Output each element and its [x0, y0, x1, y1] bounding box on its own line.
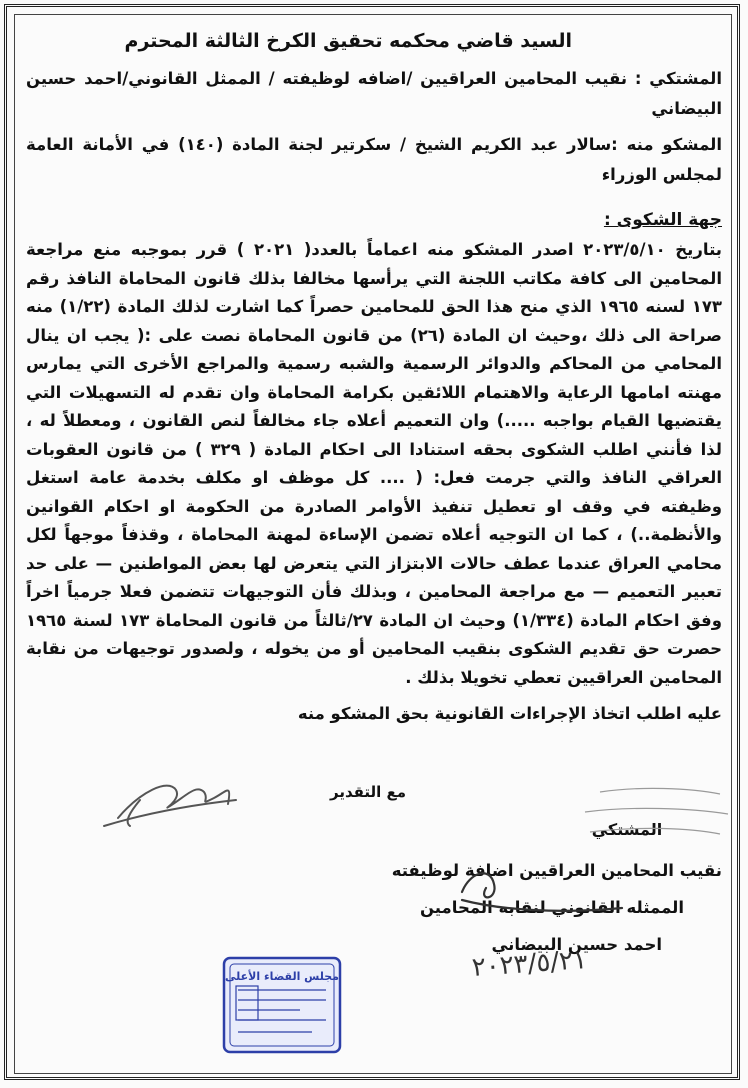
- section-heading: جهة الشكوى :: [603, 210, 722, 230]
- official-note: [585, 788, 728, 834]
- complainant-title: المشتكي: [591, 820, 663, 839]
- complaint-body: بتاريخ ٢٠٢٣/٥/١٠ اصدر المشكو منه اعماماً بالعدد( ٢٠٢١ ) قرر بموجبه منع مراجعة المحامين الى كافة مكاتب اللجنة التي يرأسها مخالفا بذلك قانون المحاماة النافذ رقم ١٧٣ لسنه ١٩٦٥ الذي منح هذا الحق للمحامين حصراً كما اشارت لذلك المادة (١/٢٢) منه صراحة الى ذلك ،وحيث ان المادة (٢٦) من قانون المحاماة نصت على :( يجب ان ينال المحامي من المحاكم والدوائر الرسمية والشبه رسمية والمراجع الأخرى التي يمارس مهنته امامها الرعاية والاهتمام اللائقين بكرامة المحاماة وان تقدم له التسهيلات التي يقتضيها القيام بواجبه .....) وان التعميم أعلاه جاء مخالفاً لنص القانون ، ومعطلاً له ، لذا فأنني اطلب الشكوى بحقه استنادا الى احكام المادة ( ٣٢٩ ) من قانون العقوبات العراقي النافذ والتي جرمت فعل: ( .... كل موظف او مكلف بخدمة عامة استغل وظيفته في وقف او تعطيل تنفيذ الأوامر الصادرة من الحكومة او احكام القوانين والأنظمة..) ، كما ان التوجيه أعلاه تضمن الإساءة لمهنة المحاماة ، وقذفاً موجهاً لكل محامي العراق عندما عطف حالات الابتزاز التي يتعرض لها بعض المواطنين — على حد تعبير التعميم — مع مراجعة المحامين ، وبذلك فأن التوجيهات تتضمن فعلا جرمياً اخراً وفق احكام المادة (١/٣٣٤) وحيث ان المادة ٢٧/ثالثاً من قانون المحاماة ١٧٣ لسنة ١٩٦٥ حصرت حق تقديم الشكوى بنقيب المحامين أو من يخوله ، ولصدور توجيهات من نقابة المحامين العراقيين تعطي تخويلا بذلك .: [26, 240, 723, 687]
- handwritten-date: ٢٠٢٣/٥/٢١: [470, 945, 588, 984]
- regards-line: مع التقدير: [330, 783, 407, 801]
- complainant-line: المشتكي : نقيب المحامين العراقيين /اضافه لوظيفته / الممثل القانوني/احمد حسين البيضاني: [26, 69, 722, 118]
- request-line: عليه اطلب اتخاذ الإجراءات القانونية بحق المشكو منه: [297, 704, 722, 723]
- addressee-line: السيد قاضي محكمه تحقيق الكرخ الثالثة المحترم: [124, 30, 572, 52]
- signature-line-1: نقيب المحامين العراقيين اضافة لوظيفته: [391, 861, 722, 880]
- respondent-line: المشكو منه :سالار عبد الكريم الشيخ / سكرتير لجنة المادة (١٤٠) في الأمانة العامة لمجلس الوزراء: [26, 135, 722, 184]
- signature-line-2: الممثله القانوني لنقابه المحامين: [419, 898, 684, 917]
- signature-line-3: احمد حسين البيضاني: [491, 935, 662, 954]
- court-annotation: [462, 873, 622, 911]
- stamp-lettering: مجلس القضاء الأعلى: [225, 970, 339, 983]
- handwritten-signature: [104, 786, 236, 826]
